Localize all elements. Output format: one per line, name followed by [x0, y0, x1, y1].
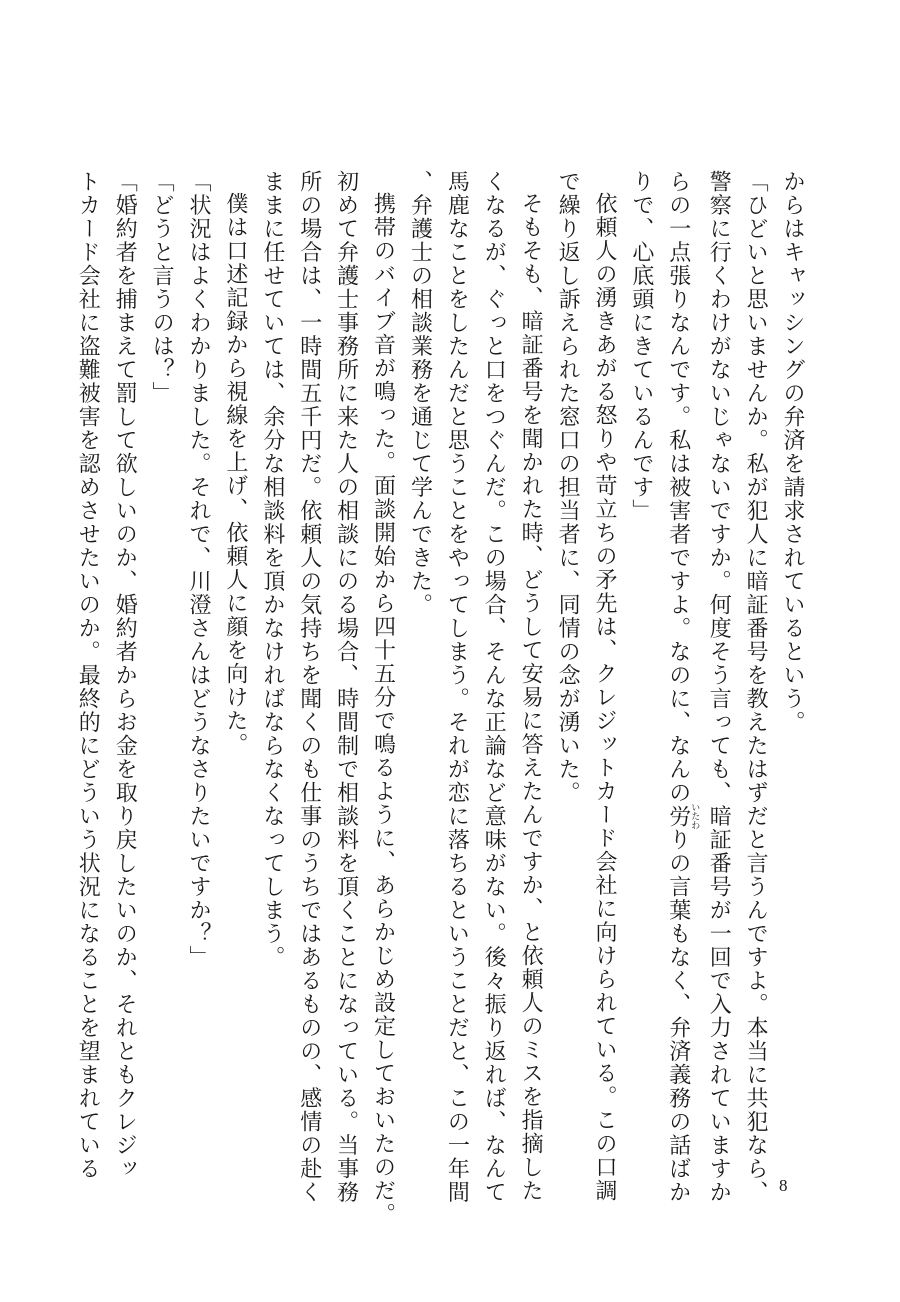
page-number: 8	[779, 1176, 788, 1195]
text-line-6: 依頼人の湧きあがる怒りや苛立ちの矛先は、クレジットカード会社に向けられている。この口調	[591, 192, 617, 1203]
text-line-2: 「ひどいと思いませんか。私が犯人に暗証番号を教えたはずだと言うんですよ。本当に共犯なら、	[743, 170, 769, 1204]
text-line-17: 「状況はよくわかりました。それで、川澄さんはどうなさりたいですか？」	[186, 170, 211, 969]
text-line-11: 、弁護士の相談業務を通じて学んできた。	[407, 170, 433, 617]
furigana-reading: いたわ	[689, 802, 700, 830]
text-line-1: からはキャッシングの弁済を請求されているという。	[780, 170, 805, 734]
text-line-3: 警察に行くわけがないじゃないですか。何度そう言っても、暗証番号が一回で入力されていますか	[706, 170, 732, 1204]
text-line-19: 「婚約者を捕まえて罰して欲しいのか、婚約者からお金を取り戻したいのか、それともクレジッ	[112, 170, 138, 1181]
text-line-5: りで、心底頭にきているんです」	[628, 170, 654, 523]
text-line-7: で繰り返し訴えられた窓口の担当者に、同情の念が湧いた。	[555, 170, 581, 805]
text-line-4-part-a: らの一点張りなんです。私は被害者ですよ。なのに、なんの労いたわりの言葉もなく、弁済義務の話ばか	[665, 170, 700, 1204]
text-line-16: 僕は口述記録から視線を上げ、依頼人に顔を向けた。	[222, 192, 248, 756]
text-line-15: ままに任せていては、余分な相談料を頂かなければならなくなってしまう。	[259, 170, 285, 969]
text-line-4	[659, 170, 700, 1204]
text-line-8: そもそも、暗証番号を聞かれた時、どうして安易に答えたんですか、と依頼人のミスを指摘した	[518, 192, 544, 1203]
text-line-13: 初めて弁護士事務所に来た人の相談にのる場合、時間制で相談料を頂くことになっている。当事務	[333, 170, 359, 1204]
text-line-14: 所の場合は、一時間五千円だ。依頼人の気持ちを聞くのも仕事のうちではあるものの、感情の赴く	[296, 170, 322, 1204]
furigana-ruby: 労いたわ	[665, 802, 700, 830]
text-line-12: 携帯のバイブ音が鳴った。面談開始から四十五分で鳴るように、あらかじめ設定しておいたのだ。	[370, 192, 396, 1226]
text-line-10: 馬鹿なことをしたんだと思うことをやってしまう。それが恋に落ちるということだと、この一年間	[444, 170, 470, 1204]
novel-text-body	[75, 170, 810, 1226]
text-line-9: くなるが、ぐっと口をつぐんだ。この場合、そんな正論など意味がない。後々振り返れば、なんて	[481, 170, 507, 1204]
text-line-18: 「どうと言うのは？」	[149, 170, 175, 405]
text-line-20: トカード会社に盗難被害を認めさせたいのか。最終的にどういう状況になることを望まれている	[75, 170, 101, 1181]
